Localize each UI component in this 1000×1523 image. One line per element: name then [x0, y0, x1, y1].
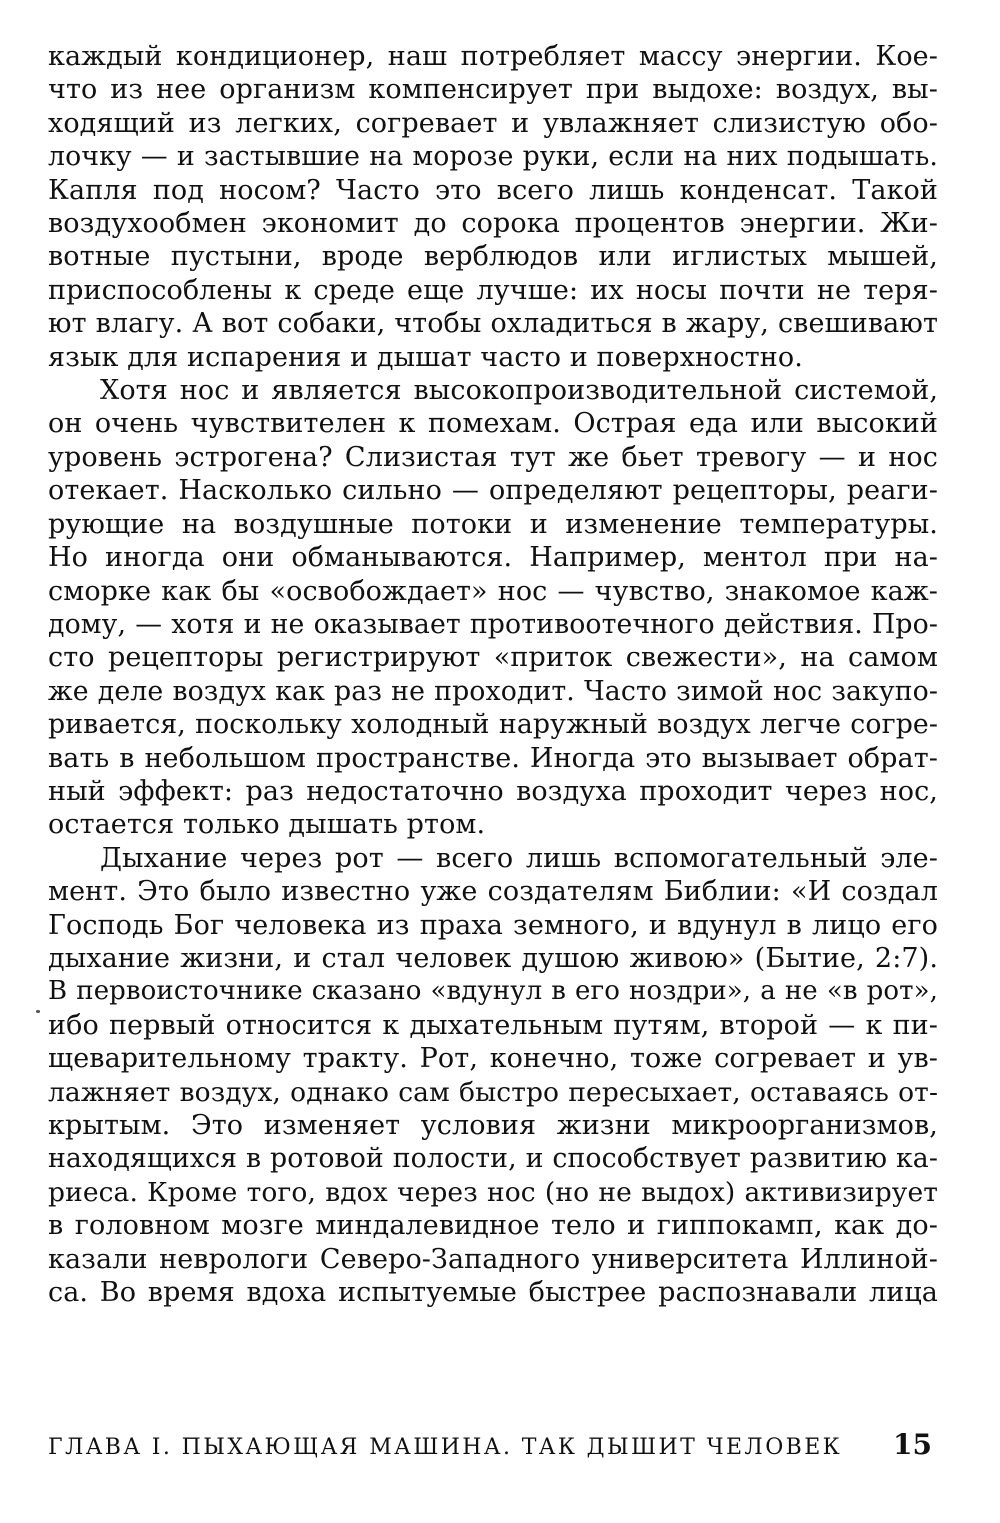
text-line: Дыхание через рот — всего лишь вспомогательный эле-	[100, 842, 938, 874]
text-line: Господь Бог человека из праха земного, и вдунул в лицо его	[48, 909, 938, 941]
text-line: ный эффект: раз недостаточно воздуха проходит через нос,	[48, 775, 938, 807]
text-line: крытым. Это изменяет условия жизни микроорганизмов,	[48, 1110, 938, 1141]
text-line: сморке как бы «освобождает» нос — чувство, знакомое каж-	[48, 575, 938, 607]
text-line: Хотя нос и является высокопроизводительной системой,	[100, 375, 938, 407]
text-line: вотные пустыни, вроде верблюдов или иглистых мышей,	[48, 241, 938, 273]
text-line: ют влагу. А вот собаки, чтобы охладиться в жару, свешивают	[48, 308, 938, 340]
text-line: Но иногда они обманываются. Например, ментол при на-	[48, 542, 938, 574]
text-line: мент. Это было известно уже создателям Библии: «И создал	[48, 876, 938, 908]
text-line: В первоисточнике сказано «вдунул в его ноздри», а не «в рот»,	[48, 976, 938, 1007]
text-line: дыхание жизни, и стал человек душою живою» (Бытие, 2:7).	[48, 942, 938, 974]
text-line: язык для испарения и дышат часто и поверхностно.	[48, 341, 803, 373]
margin-speck	[36, 1010, 40, 1013]
text-line: са. Во время вдоха испытуемые быстрее распознавали лица	[48, 1277, 938, 1309]
text-line: приспособлены к среде еще лучше: их носы почти не теря-	[48, 274, 938, 306]
text-line: отекает. Насколько сильно — определяют рецепторы, реаги-	[48, 475, 938, 507]
text-line: ривается, поскольку холодный наружный воздух легче согре-	[48, 709, 938, 741]
text-line: он очень чувствителен к помехам. Острая еда или высокий	[48, 408, 938, 440]
text-line: уровень эстрогена? Слизистая тут же бьет тревогу — и нос	[48, 441, 938, 473]
page-body	[48, 40, 938, 1309]
text-line: находящихся в ротовой полости, и способствует развитию ка-	[48, 1143, 938, 1175]
text-line: рующие на воздушные потоки и изменение температуры.	[48, 508, 938, 540]
text-line: ходящий из легких, согревает и увлажняет слизистую обо-	[48, 107, 938, 139]
page-number: 15	[893, 1428, 932, 1461]
text-line: риеса. Кроме того, вдох через нос (но не выдох) активизирует	[48, 1176, 938, 1208]
text-line: сто рецепторы регистрируют «приток свежести», на самом	[48, 642, 938, 674]
text-line: лочку — и застывшие на морозе руки, если на них подышать.	[48, 141, 938, 173]
text-line: ибо первый относится к дыхательным путям, второй — к пи-	[48, 1009, 938, 1041]
text-line: что из нее организм компенсирует при выдохе: воздух, вы-	[48, 74, 938, 106]
text-line: Капля под носом? Часто это всего лишь конденсат. Такой	[48, 174, 938, 206]
text-line: казали неврологи Северо-Западного университета Иллиной-	[48, 1243, 938, 1275]
paragraph-2	[48, 374, 938, 842]
text-line: же деле воздух как раз не проходит. Часто зимой нос закупо-	[48, 675, 938, 707]
text-line: вать в небольшом пространстве. Иногда это вызывает обрат-	[48, 742, 938, 774]
text-line: щеварительному тракту. Рот, конечно, тоже согревает и ув-	[48, 1043, 938, 1075]
text-line: дому, — хотя и не оказывает противоотечного действия. Про-	[48, 608, 938, 640]
running-head: ГЛАВА I. ПЫХАЮЩАЯ МАШИНА. ТАК ДЫШИТ ЧЕЛОВЕК	[48, 1435, 843, 1460]
paragraph-1	[48, 40, 938, 374]
text-line: воздухообмен экономит до сорока процентов энергии. Жи-	[48, 208, 938, 240]
text-line: в головном мозге миндалевидное тело и гиппокамп, как до-	[48, 1210, 938, 1242]
text-line: каждый кондиционер, наш потребляет массу энергии. Кое-	[48, 41, 938, 72]
page-footer	[48, 1428, 938, 1461]
text-line: остается только дышать ртом.	[48, 809, 486, 841]
paragraph-3	[48, 842, 938, 1310]
text-line: лажняет воздух, однако сам быстро пересыхает, оставаясь от-	[48, 1076, 938, 1108]
